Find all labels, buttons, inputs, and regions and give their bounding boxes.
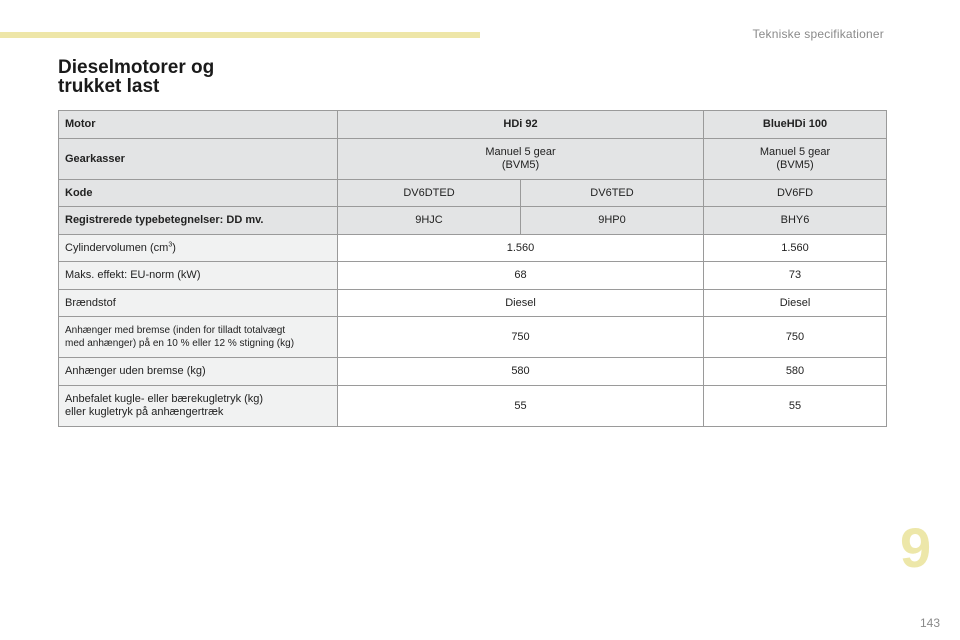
label-line: Anbefalet kugle- eller bærekugletryk (kg) xyxy=(65,393,264,405)
cell-value: 68 xyxy=(338,262,704,290)
table-row-gearkasser xyxy=(59,139,887,180)
row-label xyxy=(59,317,338,358)
cell-value: 9HP0 xyxy=(521,207,704,235)
row-label: Gearkasser xyxy=(59,139,338,180)
cell-value: Diesel xyxy=(338,290,704,317)
cell-value: 55 xyxy=(704,386,887,427)
row-label: Maks. effekt: EU-norm (kW) xyxy=(59,262,338,290)
cell-line: (BVM5) xyxy=(501,159,540,171)
page-title-line-2: trukket last xyxy=(58,76,160,97)
cell-value: 580 xyxy=(704,358,887,386)
spec-table xyxy=(58,110,887,427)
row-label: Anhænger uden bremse (kg) xyxy=(59,358,338,386)
cell-value: 9HJC xyxy=(338,207,521,235)
page-number: 143 xyxy=(919,616,940,630)
cell-value: 750 xyxy=(338,317,704,358)
label-superscript: 3 xyxy=(168,240,173,248)
row-label xyxy=(59,235,338,262)
cell-value: 580 xyxy=(338,358,704,386)
chapter-number: 9 xyxy=(900,516,932,579)
label-line: eller kugletryk på anhængertræk xyxy=(65,406,224,418)
section-header: Tekniske specifikationer xyxy=(752,27,884,41)
cell-value: Diesel xyxy=(704,290,887,317)
table-row-kode xyxy=(59,180,887,207)
label-text: Cylindervolumen (cm xyxy=(65,241,169,254)
cell-value: 1.560 xyxy=(704,235,887,262)
label-line: med anhænger) på en 10 % eller 12 % stigning (kg) xyxy=(65,338,295,349)
row-label: Registrerede typebetegnelser: DD mv. xyxy=(59,207,338,235)
table-row-motor xyxy=(59,111,887,139)
cell-hdi92-header: HDi 92 xyxy=(338,111,704,139)
cell-line: Manuel 5 gear xyxy=(485,146,556,158)
cell-bluehdi-gearbox xyxy=(704,139,887,180)
label-text-end: ) xyxy=(172,241,176,254)
cell-value: 55 xyxy=(338,386,704,427)
top-accent-bar xyxy=(0,32,480,38)
row-label xyxy=(59,386,338,427)
table-row-registrerede xyxy=(59,207,887,235)
page-title xyxy=(58,58,214,96)
cell-line: (BVM5) xyxy=(776,159,814,171)
cell-bluehdi100-header: BlueHDi 100 xyxy=(704,111,887,139)
table-row-braendstof xyxy=(59,290,887,317)
cell-hdi92-gearbox xyxy=(338,139,704,180)
table-row-effekt xyxy=(59,262,887,290)
cell-value: 73 xyxy=(704,262,887,290)
table-row-med-bremse xyxy=(59,317,887,358)
label-line: Anhænger med bremse (inden for tilladt totalvægt xyxy=(65,325,286,336)
row-label: Brændstof xyxy=(59,290,338,317)
cell-value: 750 xyxy=(704,317,887,358)
page-title-line-1: Dieselmotorer og xyxy=(58,57,215,78)
cell-value: DV6TED xyxy=(521,180,704,207)
cell-line: Manuel 5 gear xyxy=(759,146,831,158)
table-row-uden-bremse xyxy=(59,358,887,386)
cell-value: 1.560 xyxy=(338,235,704,262)
row-label: Motor xyxy=(59,111,338,139)
cell-value: DV6FD xyxy=(704,180,887,207)
cell-value: BHY6 xyxy=(704,207,887,235)
table-row-cylindervolumen xyxy=(59,235,887,262)
row-label: Kode xyxy=(59,180,338,207)
cell-value: DV6DTED xyxy=(338,180,521,207)
table-row-kugletryk xyxy=(59,386,887,427)
